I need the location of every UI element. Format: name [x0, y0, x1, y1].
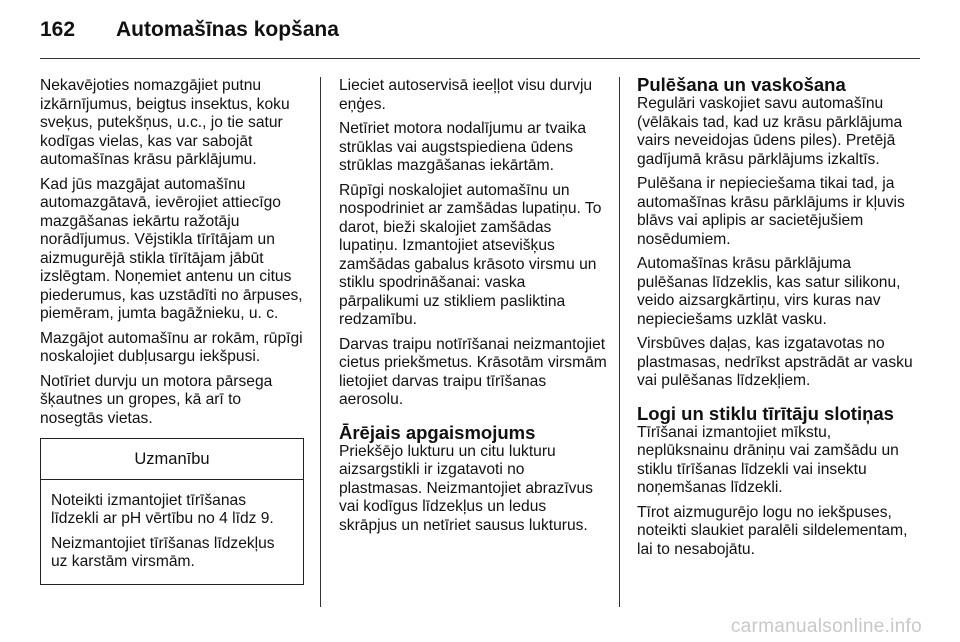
paragraph: Regulāri vaskojiet savu automašīnu (vēlākais tad, kad uz krāsu pārklājuma vairs neveidojas ūdens piles). Pretējā gadījumā krāsu pārklājums izkaltīs. — [637, 95, 903, 168]
paragraph: Darvas traipu notīrīšanai neizmantojiet cietus priekšmetus. Krāsotām virsmām lietojiet darvas traipu tīrīšanas aerosolu. — [339, 335, 607, 408]
caution-paragraph: Neizmantojiet tīrīšanas līdzekļus uz karstām virsmām. — [51, 534, 275, 570]
chapter-title: Automašīnas kopšana — [116, 18, 339, 41]
paragraph: Tīrot aizmugurējo logu no iekšpuses, noteikti slaukiet paralēli sildelementam, lai to nesabojātu. — [637, 503, 908, 558]
paragraph: Kad jūs mazgājat automašīnu automazgātavā, ievērojiet attiecīgo mazgāšanas iekārtu ražotāju norādījumus. Vējstikla tīrītājam un aizmugurējā stikla tīrītājam jābūt izslēgtam. Noņemiet antenu un citus piederumus, kas uzstādīti no ārpuses, piemēram, jumta bagāžnieku, u. c. — [40, 175, 303, 322]
caution-title: Uzmanību — [41, 439, 303, 480]
caution-box — [40, 438, 304, 585]
paragraph: Netīriet motora nodalījumu ar tvaika strūklas vai augstspiediena ūdens strūklas mazgāšanas iekārtām. — [339, 120, 587, 174]
paragraph: Rūpīgi noskalojiet automašīnu un nospodriniet ar zamšādas lupatiņu. To darot, bieži skalojiet zamšādas lupatiņu. Izmantojiet atsevišķus zamšādas gabalus krāsoto virsmu un stiklu spodrināšanai: vaska pārpalikumi uz stikliem pasliktina redzamību. — [339, 181, 602, 328]
header-rule — [40, 58, 920, 59]
page-number: 162 — [40, 18, 76, 41]
column-2 — [339, 77, 607, 541]
column-divider-1 — [320, 77, 321, 607]
paragraph: Nekavējoties nomazgājiet putnu izkārnījumus, beigtus insektus, koku sveķus, putekšņus, u.c., jo tie satur kodīgas vielas, kas var sabojāt automašīnas krāsu pārklājumu. — [40, 77, 290, 168]
paragraph: Virsbūves daļas, kas izgatavotas no plastmasas, nedrīkst apstrādāt ar vasku vai pulēšanas līdzekļiem. — [637, 335, 913, 389]
paragraph: Mazgājot automašīnu ar rokām, rūpīgi noskalojiet dubļusargu iekšpusi. — [40, 329, 303, 365]
column-1 — [40, 77, 308, 585]
paragraph: Automašīnas krāsu pārklājuma pulēšanas līdzeklis, kas satur silikonu, veido aizsargkārtiņu, virs kuras nav nepieciešams uzklāt vasku. — [637, 255, 901, 328]
caution-body — [41, 480, 303, 584]
section-heading-polishing: Pulēšana un vaskošana — [637, 74, 846, 95]
page-header — [40, 18, 920, 48]
section-heading-windows-wipers: Logi un stiklu tīrītāju slotiņas — [637, 402, 894, 424]
paragraph: Lieciet autoservisā ieeļļot visu durvju eņģes. — [339, 77, 593, 113]
watermark: carmanualsonline.info — [730, 616, 922, 637]
caution-paragraph: Noteikti izmantojiet tīrīšanas līdzekli ar pH vērtību no 4 līdz 9. — [51, 491, 274, 527]
paragraph: Notīriet durvju un motora pārsega šķautnes un gropes, kā arī to nosegtās vietas. — [40, 372, 273, 427]
section-heading-exterior-lights: Ārējais apgaismojums — [339, 421, 536, 443]
column-divider-2 — [619, 77, 620, 607]
paragraph: Priekšējo lukturu un citu lukturu aizsargstikli ir izgatavoti no plastmasas. Neizmantojiet abrazīvus vai kodīgus līdzekļus un ledus skrāpjus un netīriet sausus lukturus. — [339, 442, 593, 534]
paragraph: Pulēšana ir nepieciešama tikai tad, ja automašīnas krāsu pārklājums ir kļuvis blāvs vai aplipis ar sacietējušiem nosēdumiem. — [637, 175, 905, 248]
column-3 — [637, 74, 917, 565]
paragraph: Tīrīšanai izmantojiet mīkstu, neplūksnainu drāniņu vai zamšādu un stiklu tīrīšanas līdzekli vai insektu noņemšanas līdzekli. — [637, 423, 899, 496]
